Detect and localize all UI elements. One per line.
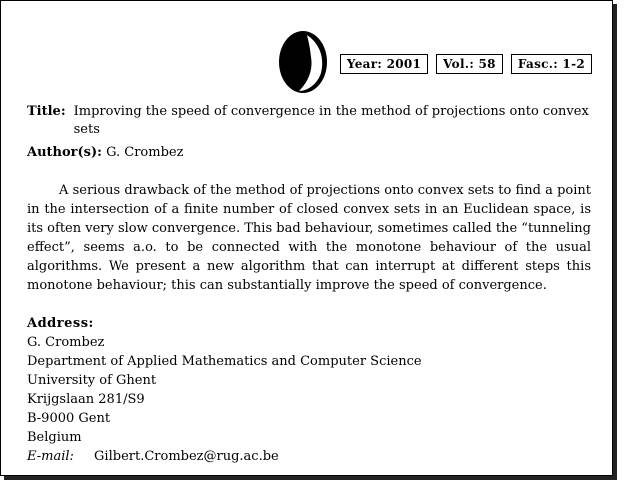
author-label: Author(s): <box>27 145 102 160</box>
address-line: Department of Applied Mathematics and Computer Science <box>27 354 422 369</box>
email-address[interactable]: Gilbert.Crombez@rug.ac.be <box>94 449 279 464</box>
journal-logo <box>277 29 329 95</box>
address-block <box>27 314 422 466</box>
address-line: Krijgslaan 281/S9 <box>27 392 145 407</box>
abstract-text: A serious drawback of the method of projections onto convex sets to find a point in the intersection of a finite number of closed convex sets in an Euclidean space, is its often very slow convergence. This bad behaviour, sometimes called the “tunneling effect”, seems a.o. to be connected with the monotone behaviour of the usual algorithms. We present a new algorithm that can interrupt at different steps this monotone behaviour; this can substantially improve the speed of convergence. <box>27 183 592 293</box>
fascicle-badge: Fasc.: 1-2 <box>511 54 592 74</box>
paper-title: Improving the speed of convergence in the method of projections onto convex sets <box>73 104 589 137</box>
title-label: Title: <box>27 104 66 119</box>
address-label: Address: <box>27 316 94 331</box>
volume-badge: Vol.: 58 <box>436 54 503 74</box>
address-line: G. Crombez <box>27 335 105 350</box>
author-row <box>27 145 183 160</box>
author-names: G. Crombez <box>106 145 184 160</box>
email-label: E-mail: <box>27 449 74 464</box>
publication-badges <box>340 54 592 74</box>
address-line: University of Ghent <box>27 373 157 388</box>
email-row <box>27 447 422 466</box>
address-line: B-9000 Gent <box>27 411 111 426</box>
address-line: Belgium <box>27 430 82 445</box>
year-badge: Year: 2001 <box>340 54 428 74</box>
title-row <box>27 103 593 139</box>
